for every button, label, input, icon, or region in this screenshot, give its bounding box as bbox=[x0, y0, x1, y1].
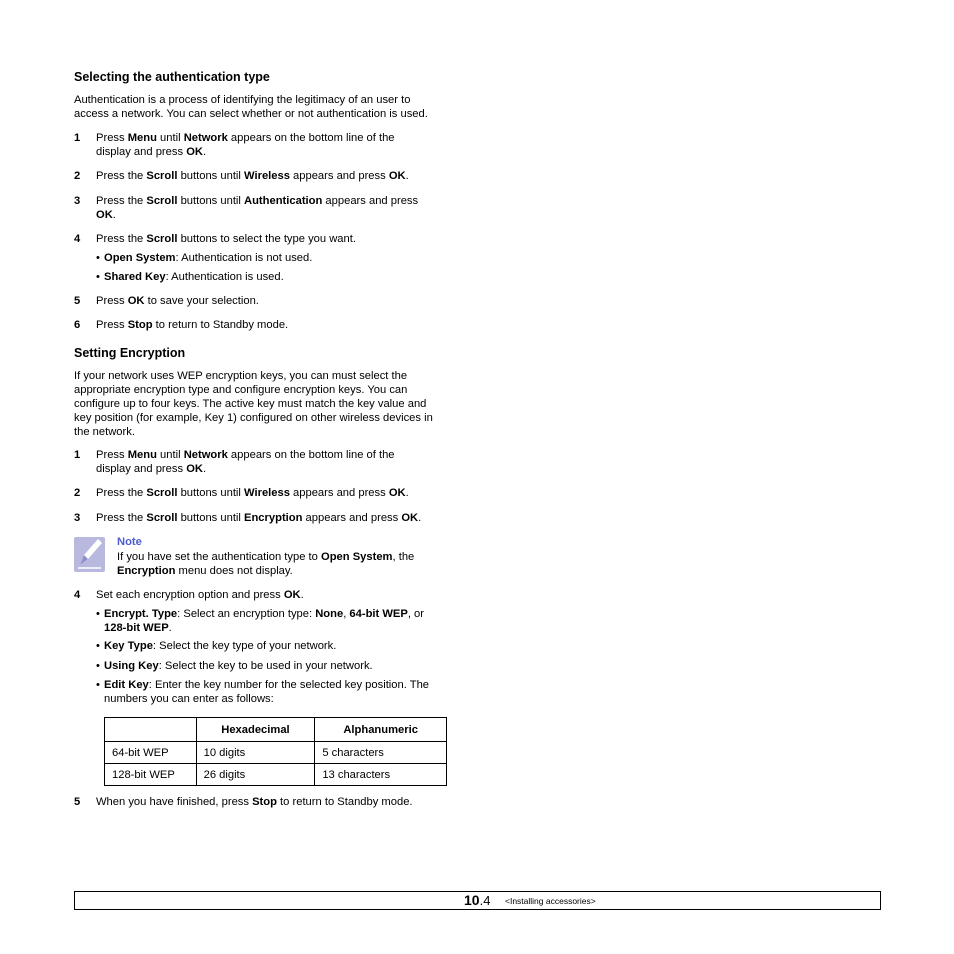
table-header-cell: Hexadecimal bbox=[196, 718, 315, 742]
encryption-intro: If your network uses WEP encryption keys, you can must select the appropriate encryption type and configure encryption keys. You can configure up to four keys. The active key must match the key value and key position (for example, Key 1) configured on other wireless devices in the network. bbox=[74, 370, 433, 438]
table-row bbox=[105, 742, 447, 764]
note-pencil-icon bbox=[74, 535, 105, 572]
table-cell: 26 digits bbox=[196, 764, 315, 786]
table-cell: 10 digits bbox=[196, 742, 315, 764]
table-header-cell: Alphanumeric bbox=[315, 718, 447, 742]
page-number: 10.4 bbox=[464, 892, 491, 908]
table-cell: 13 characters bbox=[315, 764, 447, 786]
page-footer bbox=[74, 891, 881, 910]
table-row bbox=[105, 764, 447, 786]
table-cell: 128-bit WEP bbox=[105, 764, 197, 786]
table-cell: 5 characters bbox=[315, 742, 447, 764]
table-header-row bbox=[105, 718, 447, 742]
table-cell: 64-bit WEP bbox=[105, 742, 197, 764]
auth-intro: Authentication is a process of identifying the legitimacy of an user to access a network. You can select whether or not authentication is used. bbox=[74, 94, 428, 120]
section-heading-authentication: Selecting the authentication type bbox=[74, 70, 270, 84]
section-heading-encryption: Setting Encryption bbox=[74, 346, 186, 360]
chapter-name: <Installing accessories> bbox=[505, 896, 596, 906]
note-title: Note bbox=[117, 536, 142, 548]
key-length-table bbox=[104, 717, 447, 786]
note-body: If you have set the authentication type to Open System, the Encryption menu does not display. bbox=[117, 551, 415, 577]
table-header-cell bbox=[105, 718, 197, 742]
note-box bbox=[74, 535, 449, 577]
